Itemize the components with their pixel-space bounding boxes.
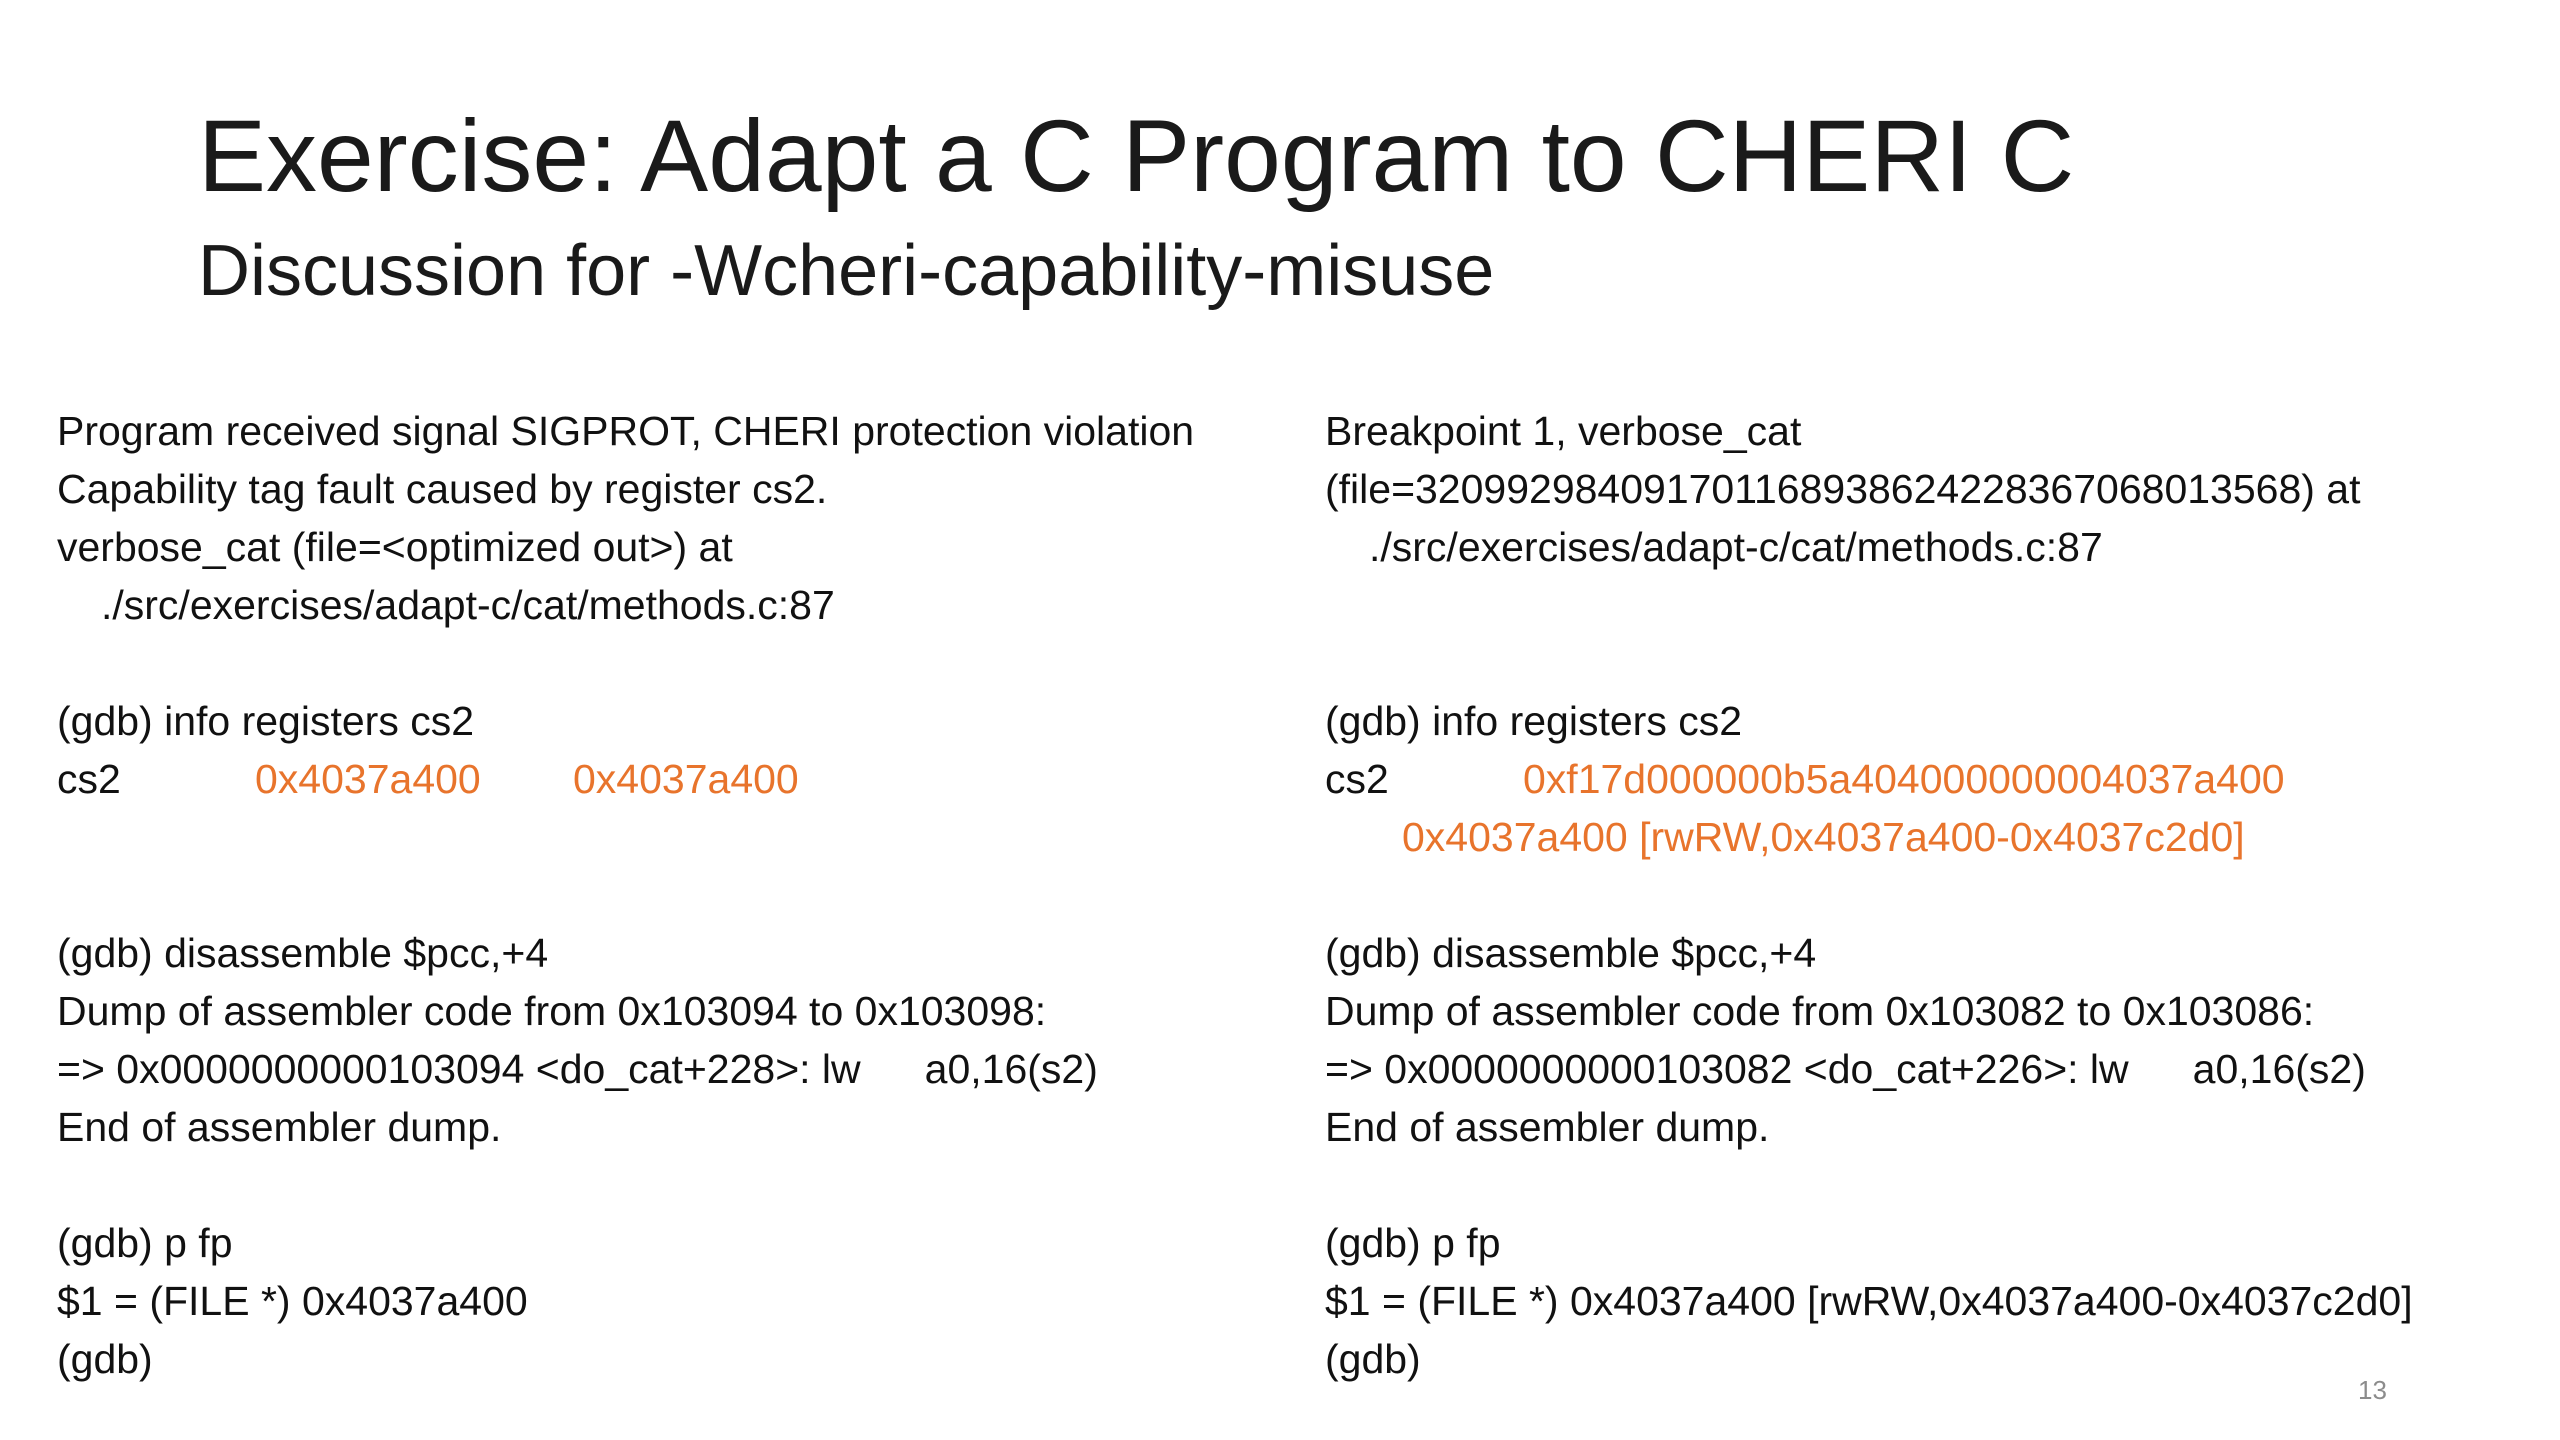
disassemble-command: (gdb) disassemble $pcc,+4 — [57, 930, 549, 976]
info-registers-command: (gdb) info registers cs2 — [1325, 698, 1743, 744]
spacer — [57, 634, 1194, 692]
print-command: (gdb) p fp — [57, 1220, 233, 1266]
gdb-prompt: (gdb) — [57, 1336, 153, 1382]
left-gdb-session — [57, 402, 1194, 1388]
dump-end: End of assembler dump. — [1325, 1104, 1770, 1150]
asm-address: => 0x0000000000103094 <do_cat+228>: lw — [57, 1046, 861, 1092]
register-capability-value: 0xf17d000000b5a404000000004037a400 — [1523, 756, 2285, 802]
spacer — [1325, 866, 2413, 924]
spacer — [57, 1156, 1194, 1214]
register-name: cs2 — [57, 756, 121, 802]
slide-title: Exercise: Adapt a C Program to CHERI C — [198, 99, 2075, 213]
info-registers-command: (gdb) info registers cs2 — [57, 698, 475, 744]
breakpoint-line: Breakpoint 1, verbose_cat — [1325, 408, 1802, 454]
spacer — [1325, 634, 2413, 692]
asm-instruction — [57, 1040, 1194, 1098]
right-gdb-session — [1325, 402, 2413, 1388]
slide-subtitle: Discussion for -Wcheri-capability-misuse — [198, 231, 1495, 311]
signal-line: Program received signal SIGPROT, CHERI protection violation — [57, 408, 1195, 454]
spacer — [57, 866, 1194, 924]
spacer — [57, 808, 1194, 866]
frame-line: verbose_cat (file=<optimized out>) at — [57, 524, 733, 570]
print-command: (gdb) p fp — [1325, 1220, 1501, 1266]
page-number: 13 — [2358, 1375, 2387, 1405]
register-value-natural: 0x4037a400 — [573, 756, 799, 802]
dump-header: Dump of assembler code from 0x103082 to 0x103086: — [1325, 988, 2315, 1034]
register-output — [57, 750, 1194, 808]
dump-header: Dump of assembler code from 0x103094 to 0x103098: — [57, 988, 1047, 1034]
fault-line: Capability tag fault caused by register cs2. — [57, 466, 828, 512]
location-line: ./src/exercises/adapt-c/cat/methods.c:87 — [1369, 524, 2103, 570]
asm-operands: a0,16(s2) — [924, 1046, 1098, 1092]
spacer — [1325, 576, 2413, 634]
register-value-raw: 0x4037a400 — [255, 756, 481, 802]
disassemble-command: (gdb) disassemble $pcc,+4 — [1325, 930, 1817, 976]
asm-operands: a0,16(s2) — [2192, 1046, 2366, 1092]
dump-end: End of assembler dump. — [57, 1104, 502, 1150]
spacer — [1325, 1156, 2413, 1214]
print-result: $1 = (FILE *) 0x4037a400 — [57, 1278, 528, 1324]
register-capability-detail: 0x4037a400 [rwRW,0x4037a400-0x4037c2d0] — [1402, 814, 2245, 860]
register-name: cs2 — [1325, 756, 1389, 802]
gdb-prompt: (gdb) — [1325, 1336, 1421, 1382]
register-output — [1325, 750, 2413, 808]
asm-instruction — [1325, 1040, 2413, 1098]
location-line: ./src/exercises/adapt-c/cat/methods.c:87 — [101, 582, 835, 628]
file-argument-line: (file=3209929840917011689386242283670680135​68) at — [1325, 466, 2361, 512]
asm-address: => 0x0000000000103082 <do_cat+226>: lw — [1325, 1046, 2129, 1092]
print-result: $1 = (FILE *) 0x4037a400 [rwRW,0x4037a400-0x4037c2d0] — [1325, 1278, 2413, 1324]
